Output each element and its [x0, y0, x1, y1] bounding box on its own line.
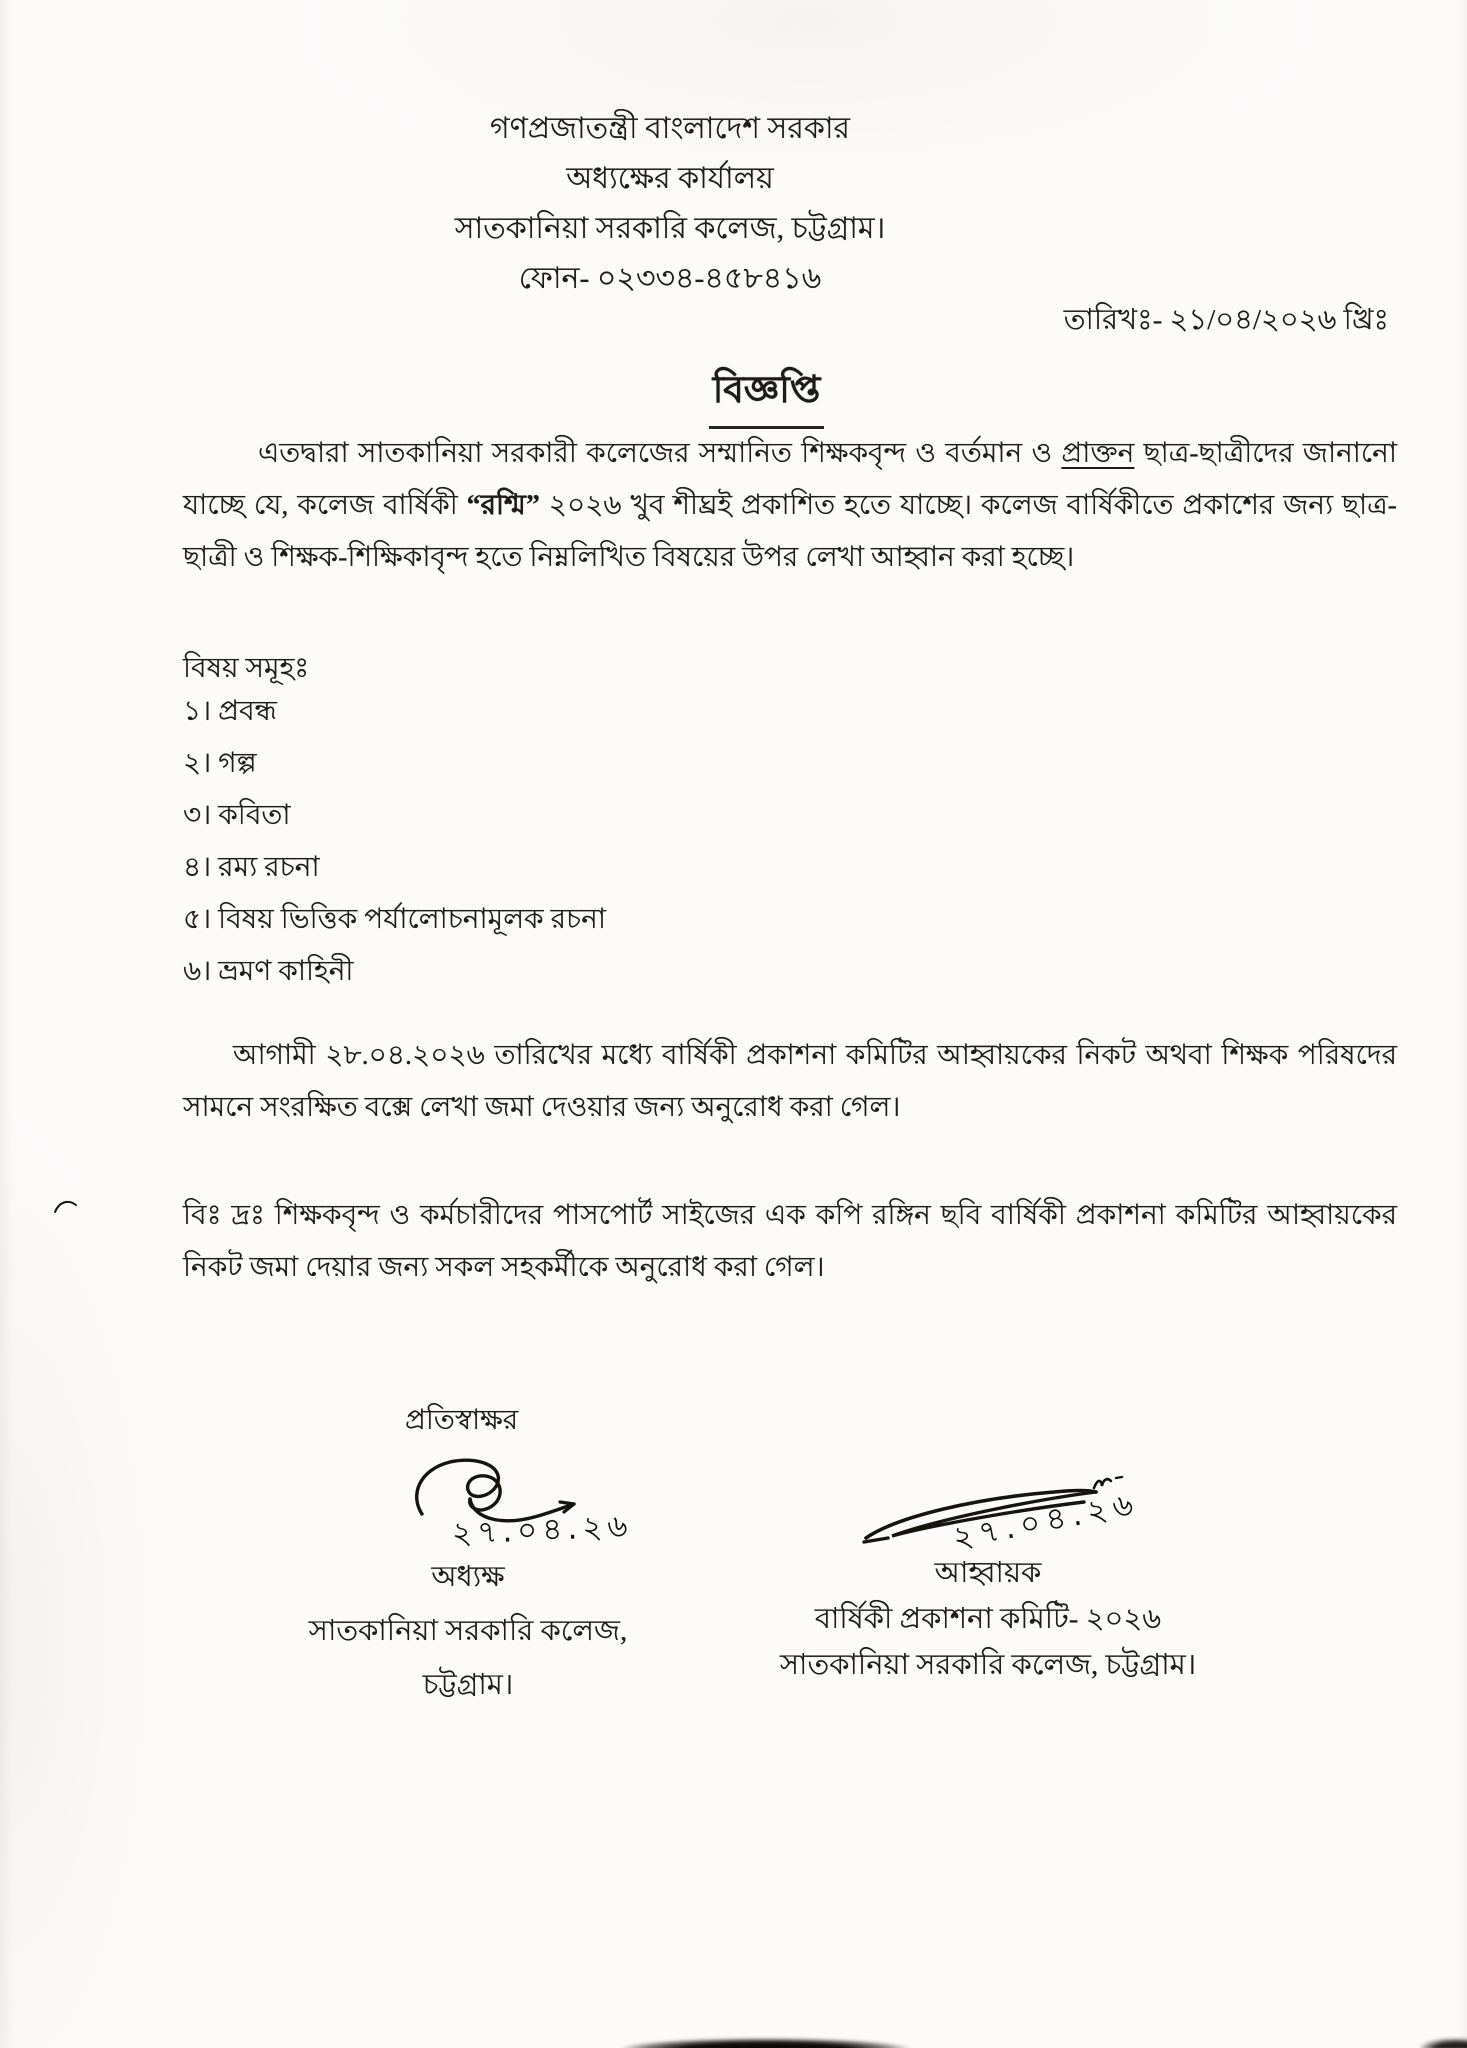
- stray-pen-mark: [52, 1196, 82, 1220]
- intro-text-3: ২০২৬ খুব শীঘ্রই প্রকাশিত হতে যাচ্ছে। কলেজ বার্ষিকীতে প্রকাশের জন্য ছাত্র-ছাত্রী ও শিক্ষক-শিক্ষিকাবৃন্দ হতে নিম্নলিখিত বিষয়ের উপর লেখা আহ্বান করা হচ্ছে।: [183, 490, 1397, 573]
- signatory-designation: আহ্বায়ক: [934, 1557, 1042, 1589]
- phone-line: ফোন- ০২৩৩৪-৪৫৮৪১৬: [518, 262, 822, 295]
- scan-artifact-bottom: [598, 2032, 933, 2048]
- list-item: ২। গল্প: [183, 748, 257, 779]
- intro-paragraph: [183, 428, 1397, 584]
- intro-text-2: ছাত্র-ছাত্রীদের জানানো যাচ্ছে যে, কলেজ বার্ষিকী: [183, 438, 1397, 521]
- signatory-location: চট্টগ্রাম।: [422, 1669, 514, 1701]
- office-name: অধ্যক্ষের কার্যালয়: [566, 162, 774, 195]
- signatory-institution: সাতকানিয়া সরকারি কলেজ, চট্টগ্রাম।: [779, 1649, 1197, 1681]
- deadline-paragraph: আগামী ২৮.০৪.২০২৬ তারিখের মধ্যে বার্ষিকী প্রকাশনা কমিটির আহ্বায়কের নিকট অথবা শিক্ষক পরিষদের সামনে সংরক্ষিত বক্সে লেখা জমা দেওয়ার জন্য অনুরোধ করা গেল।: [183, 1040, 1397, 1123]
- college-name: সাতকানিয়া সরকারি কলেজ, চট্টগ্রাম।: [454, 212, 886, 245]
- countersign-label: প্রতিস্বাক্ষর: [405, 1405, 519, 1436]
- list-item: ১। প্রবন্ধ: [183, 696, 277, 727]
- nb-paragraph: বিঃ দ্রঃ শিক্ষকবৃন্দ ও কর্মচারীদের পাসপোর্ট সাইজের এক কপি রঙ্গিন ছবি বার্ষিকী প্রকাশনা কমিটির আহ্বায়কের নিকট জমা দেয়ার জন্য সকল সহকর্মীকে অনুরোধ করা গেল।: [183, 1200, 1397, 1283]
- magazine-name: “রশ্মি”: [466, 490, 540, 521]
- government-name: গণপ্রজাতন্ত্রী বাংলাদেশ সরকার: [489, 112, 851, 145]
- signatory-designation: অধ্যক্ষ: [431, 1561, 505, 1593]
- principal-signature-block: [238, 1550, 698, 1712]
- subjects-list: [183, 686, 606, 998]
- list-item: ৩। কবিতা: [183, 800, 291, 831]
- signatory-committee: বার্ষিকী প্রকাশনা কমিটি- ২০২৬: [814, 1603, 1162, 1635]
- principal-signature-date: ২৭.০৪.২৬: [451, 1508, 634, 1552]
- scan-artifact-corner: [1420, 2038, 1467, 2048]
- notice-title: [33, 360, 1467, 429]
- signatory-institution: সাতকানিয়া সরকারি কলেজ,: [308, 1615, 628, 1647]
- underlined-word: প্রাক্তন: [1061, 438, 1135, 469]
- convener-signature-date: ২৭.০৪.২৬: [949, 1485, 1142, 1557]
- list-item: ৪। রম্য রচনা: [183, 852, 320, 883]
- notice-title-text: বিজ্ঞপ্তি: [709, 360, 825, 429]
- letterhead: [0, 104, 1340, 304]
- list-item: ৬। ভ্রমণ কাহিনী: [183, 956, 354, 987]
- intro-text-1: এতদ্বারা সাতকানিয়া সরকারী কলেজের সম্মানিত শিক্ষকবৃন্দ ও বর্তমান ও: [258, 438, 1062, 469]
- subjects-heading: বিষয় সমূহঃ: [183, 653, 310, 684]
- list-item: ৫। বিষয় ভিত্তিক পর্যালোচনামূলক রচনা: [183, 904, 606, 935]
- convener-signature-block: [748, 1550, 1228, 1688]
- date-line: তারিখঃ- ২১/০৪/২০২৬ খ্রিঃ: [1063, 304, 1389, 336]
